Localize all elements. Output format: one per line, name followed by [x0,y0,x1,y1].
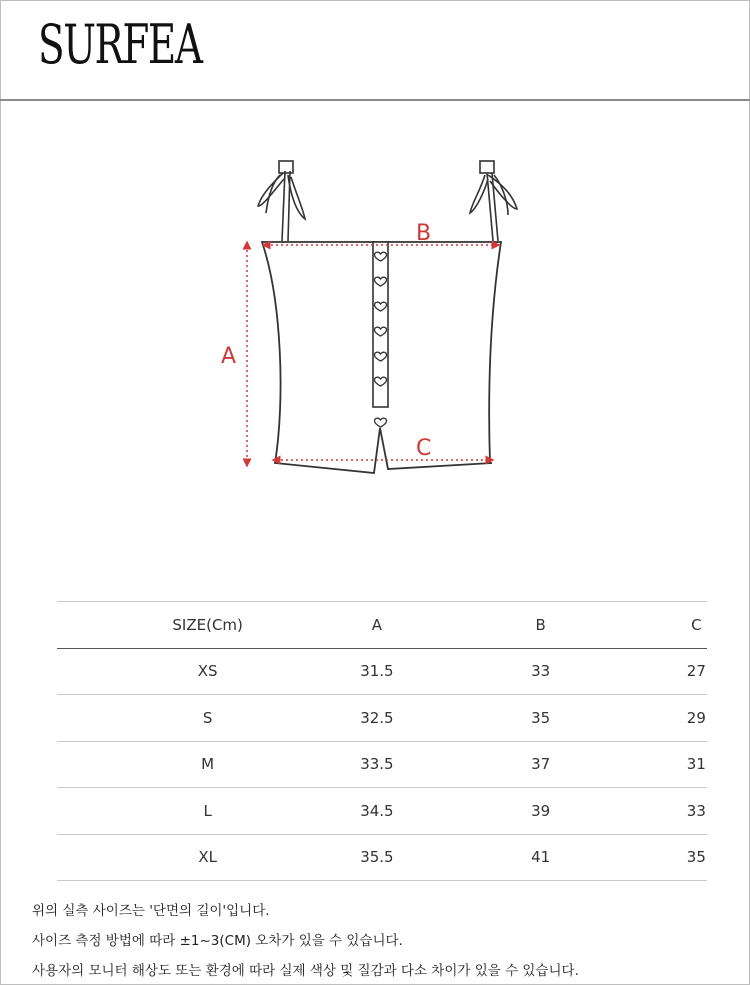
cell-b: 39 [396,788,686,835]
cell-b: 35 [396,695,686,742]
cell-a: 33.5 [358,741,395,788]
note-line: 위의 실측 사이즈는 '단면의 길이'입니다. [32,903,270,919]
cell-size: M [57,741,358,788]
cell-c: 35 [686,834,707,881]
cell-a: 34.5 [358,788,395,835]
cell-b: 33 [396,648,686,695]
header [0,0,750,101]
table-row [57,788,707,835]
cell-size: S [57,695,358,742]
note-line: 사용자의 모니터 해상도 또는 환경에 따라 실제 색상 및 질감과 다소 차이가 있을 수 있습니다. [32,963,579,979]
table-row [57,648,707,695]
cell-size: XS [57,648,358,695]
cell-b: 41 [396,834,686,881]
cell-c: 31 [686,741,707,788]
cell-b: 37 [396,741,686,788]
left-strap [258,161,305,241]
size-table [57,601,707,881]
measurement-notes [32,896,732,985]
column-header-c: C [686,602,707,649]
column-header-b: B [396,602,686,649]
cell-a: 31.5 [358,648,395,695]
cell-c: 33 [686,788,707,835]
label-c: C [416,436,432,461]
table-row [57,695,707,742]
cell-c: 29 [686,695,707,742]
table-row [57,741,707,788]
cell-size: L [57,788,358,835]
column-header-size: SIZE(Cm) [57,602,358,649]
cell-c: 27 [686,648,707,695]
cell-size: XL [57,834,358,881]
garment-diagram [0,101,750,581]
label-a: A [221,344,237,369]
note-line: 사이즈 측정 방법에 따라 ±1~3(CM) 오차가 있을 수 있습니다. [32,933,403,949]
column-header-a: A [358,602,395,649]
cell-a: 32.5 [358,695,395,742]
table-header-row [57,602,707,649]
label-b: B [416,221,432,246]
right-strap [470,161,517,241]
cell-a: 35.5 [358,834,395,881]
brand-logo[interactable]: SURFEA [38,13,202,76]
table-row [57,834,707,881]
